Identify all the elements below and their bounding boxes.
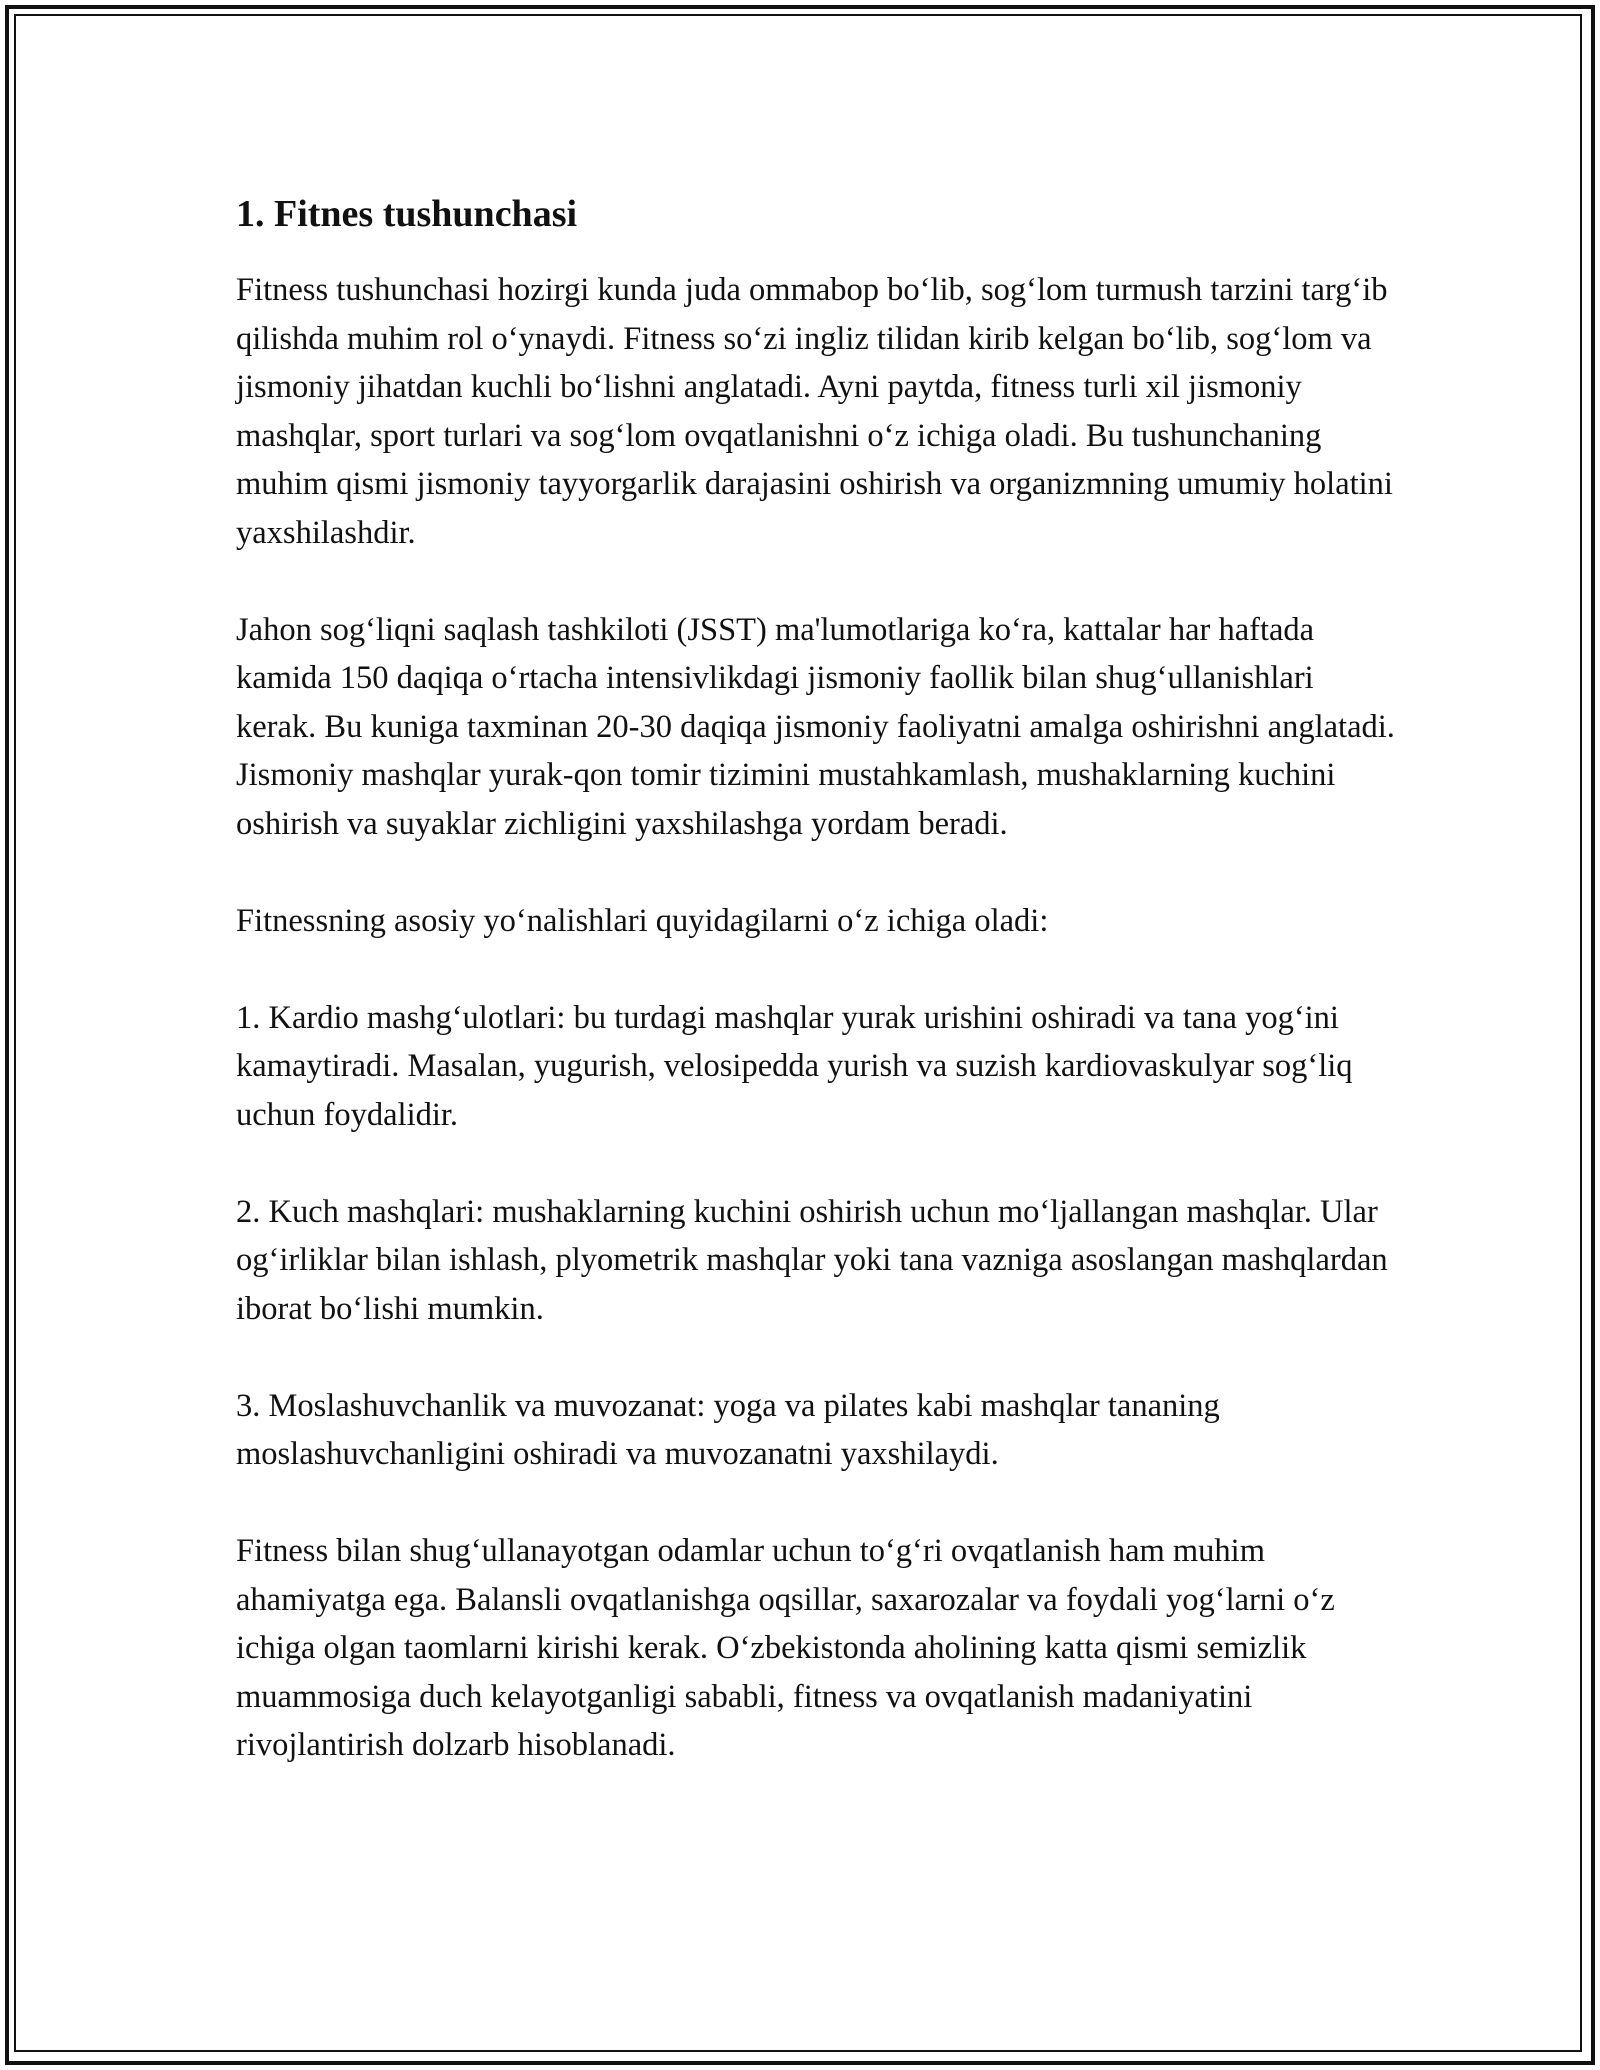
list-item-cardio: 1. Kardio mashg‘ulotlari: bu turdagi mashqlar yurak urishini oshiradi va tana yog‘ini kamaytiradi. Masalan, yugurish, velosipedda yurish va suzish kardiovaskulyar sog‘liq uchun foydalidir.	[236, 999, 1353, 1133]
paragraph-directions-intro: Fitnessning asosiy yo‘nalishlari quyidagilarni o‘z ichiga oladi:	[236, 902, 1049, 939]
paragraph-intro: Fitness tushunchasi hozirgi kunda juda ommabop bo‘lib, sog‘lom turmush tarzini targ‘ib qilishda muhim rol o‘ynaydi. Fitness so‘zi ingliz tilidan kirib kelgan bo‘lib, sog‘lom va jismoniy jihatdan kuchli bo‘lishni anglatadi. Ayni paytda, fitness turli xil jismoniy mashqlar, sport turlari va sog‘lom ovqatlanishni o‘z ichiga oladi. Bu tushunchaning muhim qismi jismoniy tayyorgarlik darajasini oshirish va organizmning umumiy holatini yaxshilashdir.	[236, 272, 1393, 551]
section-heading: 1. Fitnes tushunchasi	[236, 193, 578, 235]
paragraph-who-recommendation: Jahon sog‘liqni saqlash tashkiloti (JSST) ma'lumotlariga ko‘ra, kattalar har haftada kamida 150 daqiqa o‘rtacha intensivlikdagi jismoniy faollik bilan shug‘ullanishlari kerak. Bu kuniga taxminan 20-30 daqiqa jismoniy faoliyatni amalga oshirishni anglatadi. Jismoniy mashqlar yurak-qon tomir tizimini mustahkamlash, mushaklarning kuchini oshirish va suyaklar zichligini yaxshilashga yordam beradi.	[236, 611, 1395, 842]
list-item-strength: 2. Kuch mashqlari: mushaklarning kuchini oshirish uchun mo‘ljallangan mashqlar. Ular og‘irliklar bilan ishlash, plyometrik mashqlar yoki tana vazniga asoslangan mashqlardan iborat bo‘lishi mumkin.	[236, 1193, 1388, 1327]
document-body	[236, 190, 1396, 1770]
list-item-flexibility: 3. Moslashuvchanlik va muvozanat: yoga va pilates kabi mashqlar tananing moslashuvchanligini oshiradi va muvozanatni yaxshilaydi.	[236, 1387, 1220, 1472]
paragraph-nutrition: Fitness bilan shug‘ullanayotgan odamlar uchun to‘g‘ri ovqatlanish ham muhim ahamiyatga ega. Balansli ovqatlanishga oqsillar, saxarozalar va foydali yog‘larni o‘z ichiga olgan taomlarni kirishi kerak. O‘zbekistonda aholining katta qismi semizlik muammosiga duch kelayotganligi sababli, fitness va ovqatlanish madaniyatini rivojlantirish dolzarb hisoblanadi.	[236, 1533, 1335, 1763]
